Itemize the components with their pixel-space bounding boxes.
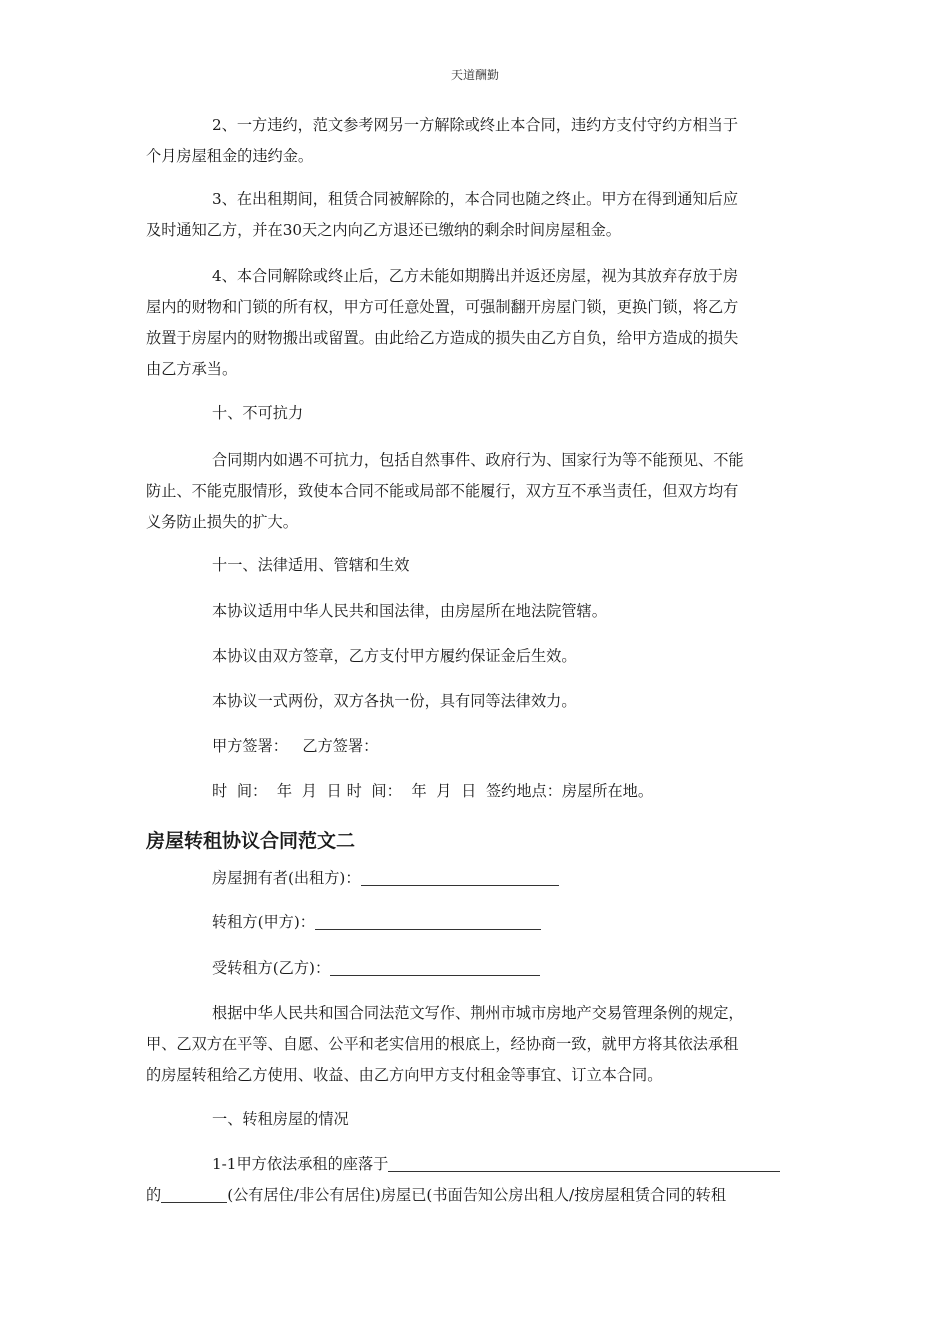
clause-1-1-line-1 bbox=[212, 1152, 780, 1176]
clause-1-1-post: (公有居住/非公有居住)房屋已(书面告知公房出租人/按房屋租赁合同的转租 bbox=[227, 1186, 727, 1204]
sublessor-field bbox=[212, 910, 541, 934]
force-majeure-paragraph: 合同期内如遇不可抗力，包括自然事件、政府行为、国家行为等不能预见、不能 防止、不能克服情形，致使本合同不能或局部不能履行，双方互不承当责任，但双方均有 义务防止损失的扩大。 bbox=[146, 451, 744, 531]
effectiveness-text: 本协议由双方签章，乙方支付甲方履约保证金后生效。 bbox=[212, 647, 577, 665]
section-11-heading: 十一、法律适用、管辖和生效 bbox=[212, 556, 410, 574]
sublessor-blank[interactable] bbox=[315, 913, 541, 930]
clause-1-1-label: 1-1甲方依法承租的座落于 bbox=[212, 1155, 389, 1173]
page-header: 天道酬勤 bbox=[450, 68, 499, 82]
area-blank[interactable] bbox=[161, 1186, 227, 1203]
clause-3-paragraph: 3、在出租期间，租赁合同被解除的，本合同也随之终止。甲方在得到通知后应 及时通知乙方，并在30天之内向乙方退还已缴纳的剩余时间房屋租金。 bbox=[146, 190, 739, 239]
clause-1-1-line-2 bbox=[146, 1183, 726, 1207]
address-blank[interactable] bbox=[388, 1155, 780, 1172]
subsection-1-heading: 一、转租房屋的情况 bbox=[212, 1110, 349, 1128]
owner-label: 房屋拥有者(出租方)： bbox=[212, 869, 361, 887]
contract-intro-paragraph: 根据中华人民共和国合同法范文写作、荆州市城市房地产交易管理条例的规定， 甲、乙双方在平等、自愿、公平和老实信用的根底上，经协商一致，就甲方将其依法承租 的房屋转租给乙方使用、收益、由乙方向甲方支付租金等事宜、订立本合同。 bbox=[146, 1004, 744, 1084]
governing-law-text: 本协议适用中华人民共和国法律，由房屋所在地法院管辖。 bbox=[212, 602, 607, 620]
clause-1-1-pre: 的 bbox=[146, 1186, 162, 1204]
sublessee-label: 受转租方(乙方)： bbox=[212, 959, 331, 977]
sublessee-field bbox=[212, 956, 540, 980]
sublessor-label: 转租方(甲方)： bbox=[212, 913, 315, 931]
clause-4-paragraph: 4、本合同解除或终止后，乙方未能如期腾出并返还房屋，视为其放弃存放于房 屋内的财物和门锁的所有权，甲方可任意处置，可强制翻开房屋门锁，更换门锁，将乙方 放置于房屋内的财物搬出或留置。由此给乙方造成的损失由乙方自负，给甲方造成的损失 由乙方承当。 bbox=[146, 267, 739, 378]
sublessee-blank[interactable] bbox=[330, 959, 540, 976]
section-10-heading: 十、不可抗力 bbox=[212, 404, 304, 422]
owner-blank[interactable] bbox=[361, 869, 559, 886]
time-place-line: 时 间： 年 月 日 时 间： 年 月 日 签约地点：房屋所在地。 bbox=[212, 782, 654, 800]
section-2-title: 房屋转租协议合同范文二 bbox=[146, 830, 356, 852]
copies-text: 本协议一式两份，双方各执一份，具有同等法律效力。 bbox=[212, 692, 577, 710]
owner-field bbox=[212, 866, 559, 890]
signature-line: 甲方签署： 乙方签署： bbox=[212, 737, 379, 755]
clause-2-paragraph: 2、一方违约，范文参考网另一方解除或终止本合同，违约方支付守约方相当于 个月房屋租金的违约金。 bbox=[146, 116, 739, 165]
